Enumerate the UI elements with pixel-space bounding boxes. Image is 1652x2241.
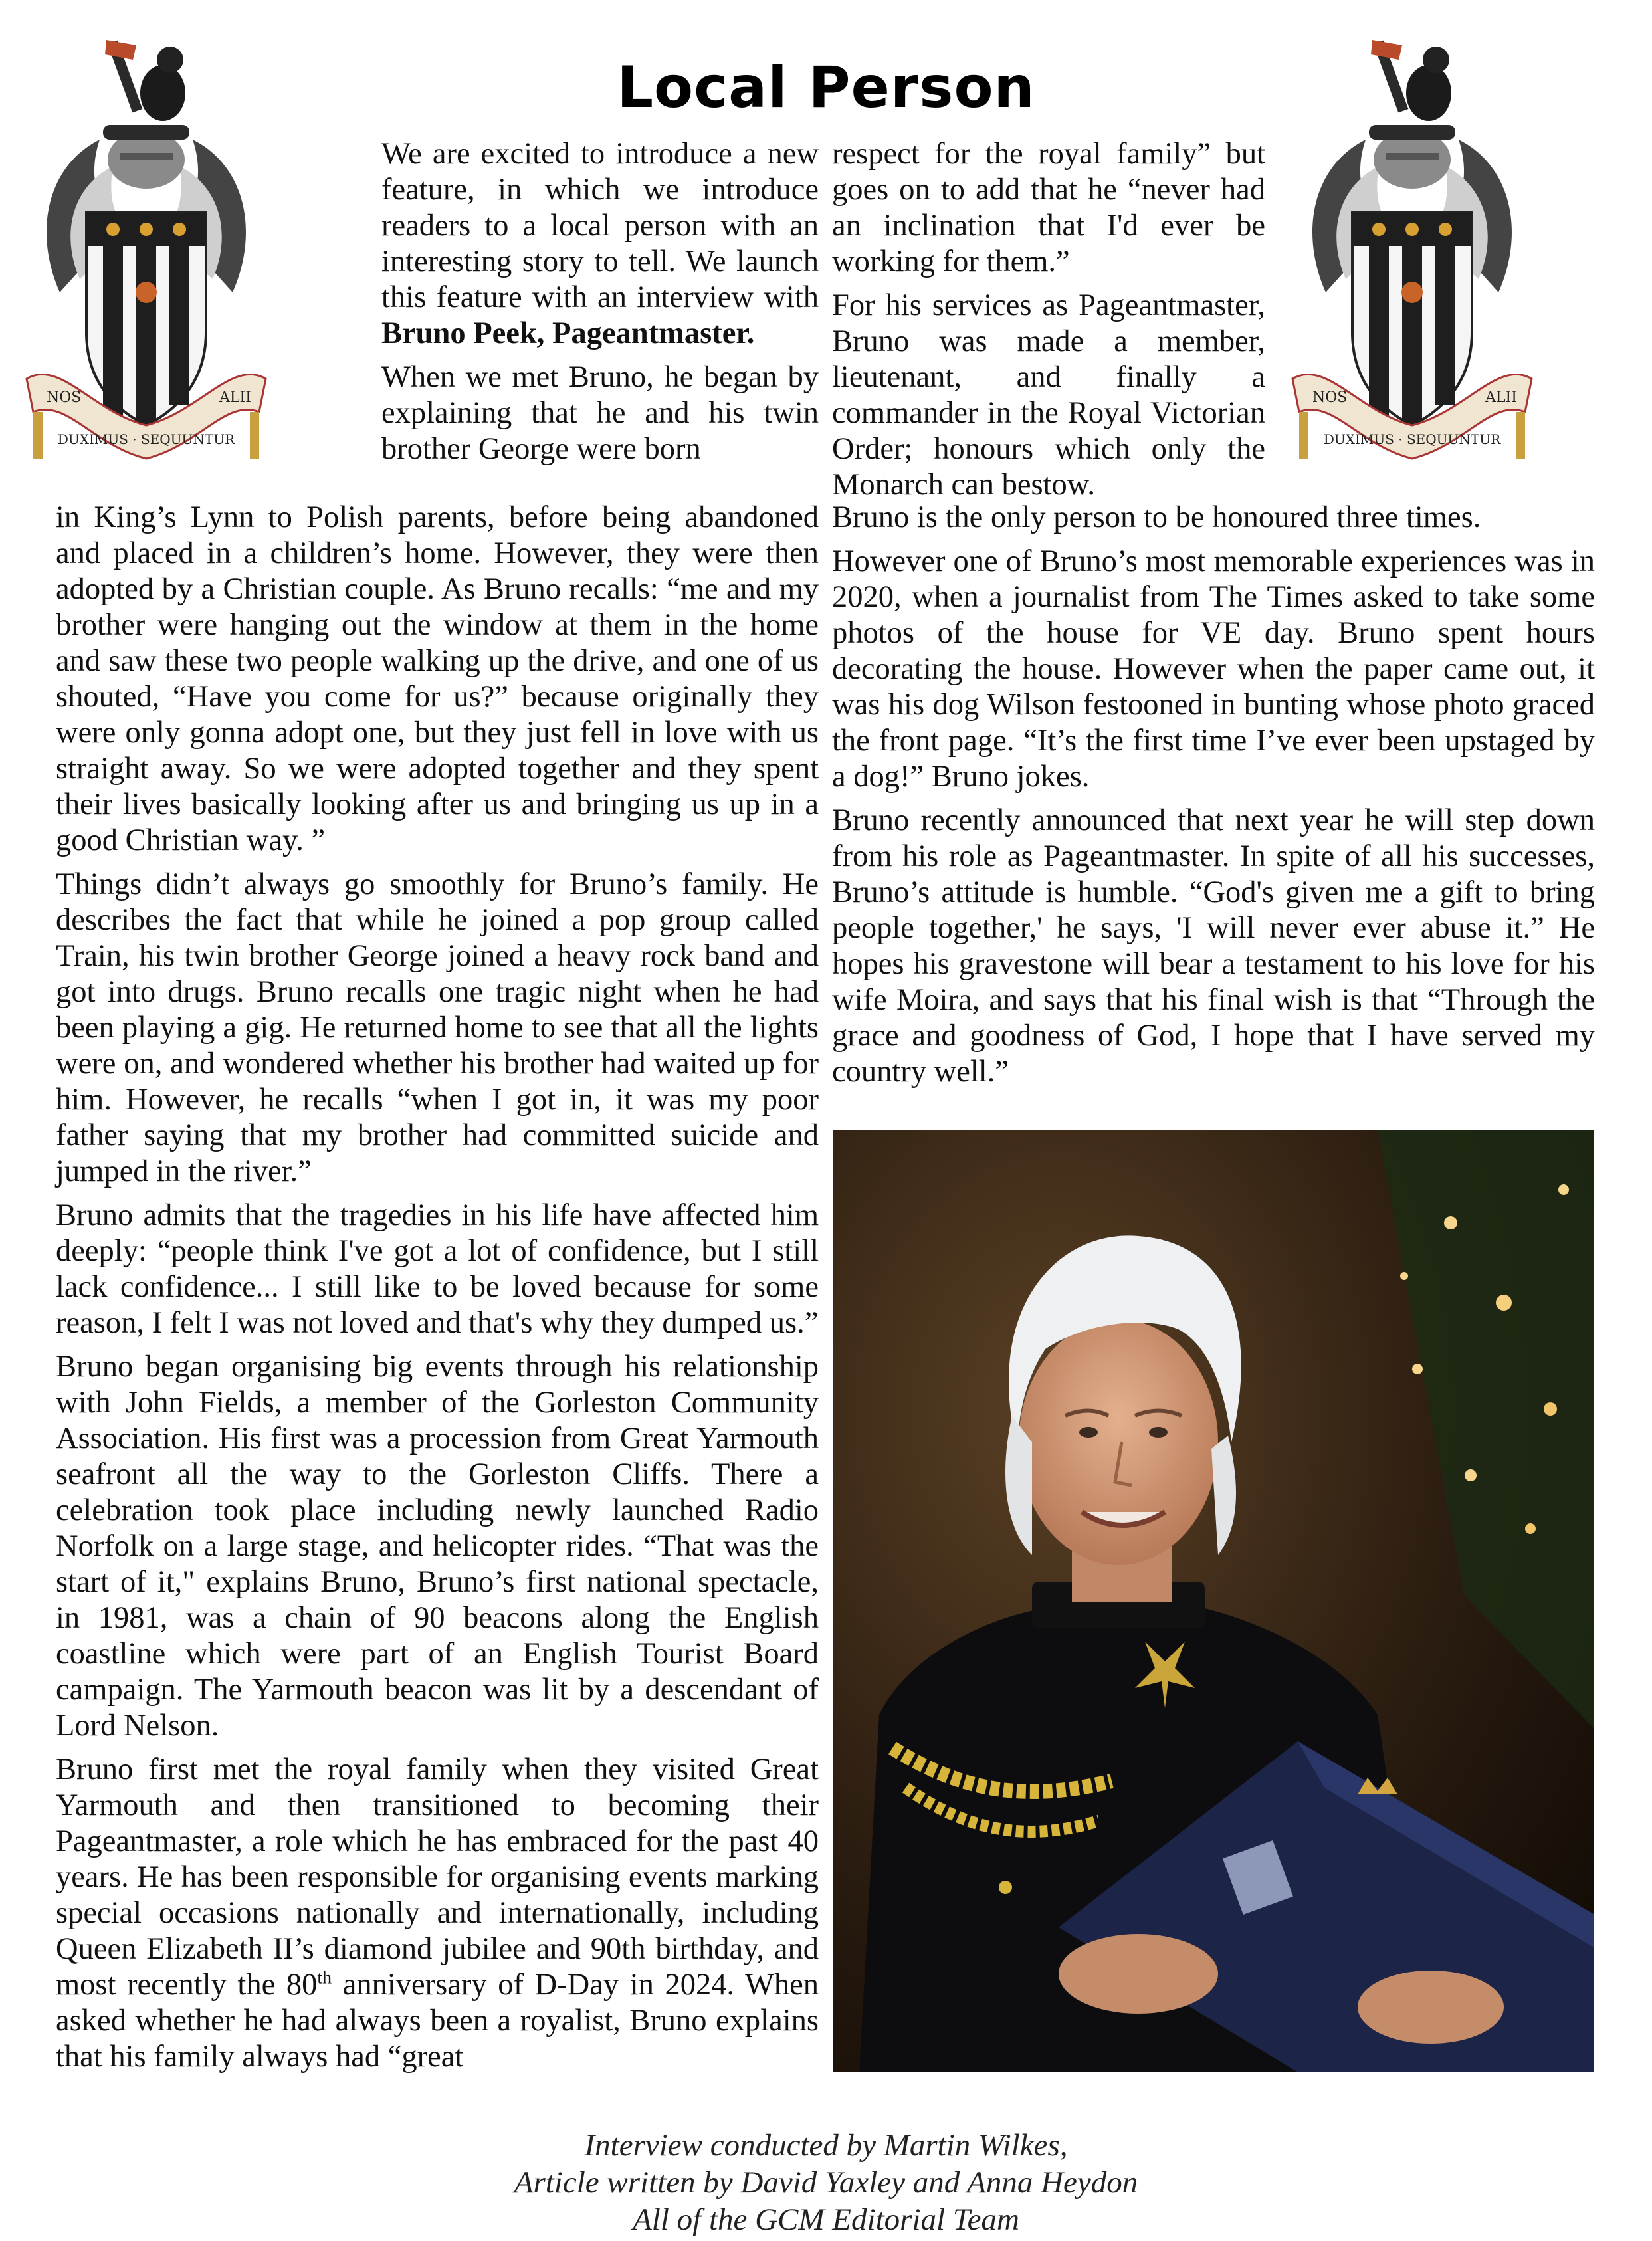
article-paragraph: However one of Bruno’s most memorable experiences was in 2020, when a journalist from The Times asked to take some photos of the house for VE day. Bruno spent hours decorating the house. However when the paper came out, it was his dog Wilson festooned in bunting whose photo graced the front page. “It’s the first time I’ve ever been upstaged by a dog!” Bruno jokes. <box>832 544 1595 794</box>
article-paragraph: in King’s Lynn to Polish parents, before being abandoned and placed in a children’s home. However, they were then adopted by a Christian couple. As Bruno recalls: “me and my brother were hanging out the window at them in the home and saw these two people walking up the drive, and one of us shouted, “Have you come for us?” because originally they were only gonna adopt one, but they just fell in love with us straight away. So we were adopted together and they spent their lives basically looking after us and bringing us up in a good Christian way. ” <box>56 500 819 857</box>
article-credits <box>0 2127 1652 2238</box>
motto-right-text: ALII <box>1485 389 1517 406</box>
page-title: Local Person <box>617 54 1035 121</box>
article-paragraph: Bruno admits that the tragedies in his life have affected him deeply: “people think I've got a lot of confidence, but I still lack confidence... I still like to be loved because for some reason, I felt I was not loved and that's why they dumped us.” <box>56 1198 819 1340</box>
article-paragraph: When we met Bruno, he began by explaining that he and his twin brother George were born <box>381 360 819 466</box>
article-column-1-top <box>381 136 819 467</box>
intro-name: Bruno Peek, Pageantmaster. <box>381 316 755 350</box>
article-paragraph: Bruno began organising big events through his relationship with John Fields, a member of the Gorleston Community Association. His first was a procession from Great Yarmouth seafront all the way to the Gorleston Cliffs. There a celebration took place including newly launched Radio Norfolk on a large stage, and helicopter rides. “That was the start of it," explains Bruno, Bruno’s first national spectacle, in 1981, was a chain of 90 beacons along the English coastline which were part of an English Tourist Board campaign. The Yarmouth beacon was lit by a descendant of Lord Nelson. <box>56 1350 819 1743</box>
article-column-1 <box>56 500 819 2083</box>
article-column-2 <box>832 500 1595 1098</box>
intro-paragraph: We are excited to introduce a new feature, in which we introduce readers to a local person with an interesting story to tell. We launch this feature with an interview with Bruno Peek, Pageantmaster. <box>381 137 819 350</box>
article-paragraph: For his services as Pageantmaster, Bruno was made a member, lieutenant, and finally a commander in the Royal Victorian Order; honours which only the Monarch can bestow. <box>832 288 1265 502</box>
motto-center-text: DUXIMUS · SEQUUNTUR <box>1323 431 1501 447</box>
coat-of-arms-image <box>20 13 272 505</box>
coat-of-arms-right <box>1286 13 1538 505</box>
credit-line-team: All of the GCM Editorial Team <box>633 2202 1019 2237</box>
motto-center-text: DUXIMUS · SEQUUNTUR <box>57 431 235 447</box>
motto-right-text: ALII <box>219 389 251 406</box>
coat-of-arms-left <box>20 13 272 505</box>
article-paragraph: Things didn’t always go smoothly for Bruno’s family. He describes the fact that while he joined a pop group called Train, his twin brother George joined a heavy rock band and got into drugs. Bruno recalls one tragic night when he had been playing a gig. He returned home to see that all the lights were on, and wondered whether his brother had waited up for him. However, he recalls “when I got in, it was my poor father saying that my brother had committed suicide and jumped in the river.” <box>56 867 819 1188</box>
superscript-ordinal: th <box>317 1967 332 1988</box>
portrait-photo <box>833 1130 1594 2072</box>
portrait-image <box>833 1130 1594 2072</box>
article-paragraph: Bruno is the only person to be honoured three times. <box>832 500 1481 534</box>
article-paragraph: respect for the royal family” but goes on to add that he “never had an inclination that I'd ever be working for them.” <box>832 137 1265 278</box>
article-paragraph: Bruno first met the royal family when they visited Great Yarmouth and then transitioned to becoming their Pageantmaster, a role which he has embraced for the past 40 years. He has been responsible for organising events marking special occasions nationally and internationally, including Queen Elizabeth II’s diamond jubilee and 90th birthday, and most recently the 80th anniversary of D-Day in 2024. When asked whether he had always been a royalist, Bruno explains that his family always had “great <box>56 1753 819 2074</box>
motto-left-text: NOS <box>1312 389 1348 406</box>
article-paragraph: Bruno recently announced that next year he will step down from his role as Pageantmaster. In spite of all his successes, Bruno’s attitude is humble. “God's given me a gift to bring people together,' he says, 'I will never ever abuse it.” He hopes his gravestone will bear a testament to his love for his wife Moira, and says that his final wish is that “Through the grace and goodness of God, I hope that I have served my country well.” <box>832 803 1595 1089</box>
article-column-2-top <box>832 136 1265 503</box>
coat-of-arms-image <box>1286 13 1538 505</box>
motto-left-text: NOS <box>47 389 82 406</box>
credit-line-interview: Interview conducted by Martin Wilkes, <box>584 2128 1068 2163</box>
credit-line-authors: Article written by David Yaxley and Anna Heydon <box>514 2165 1138 2200</box>
